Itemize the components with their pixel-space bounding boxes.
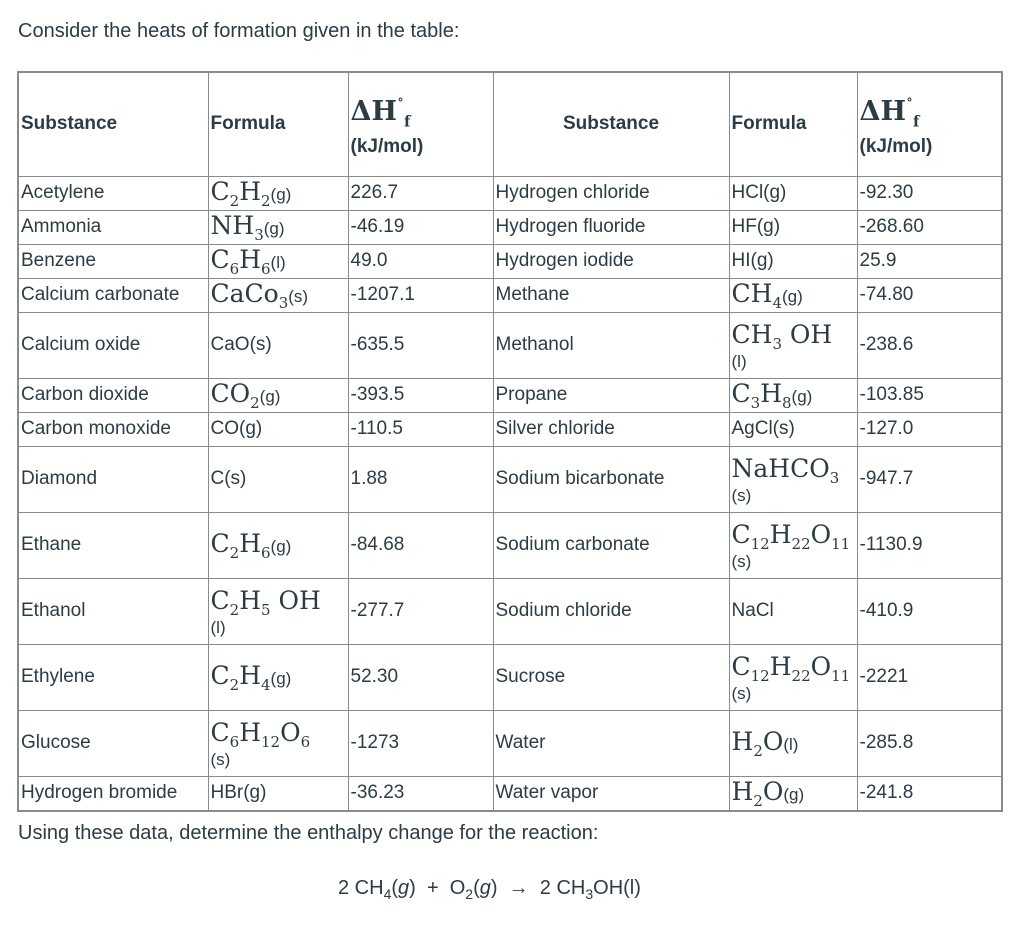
formula-cell: NaCl — [729, 578, 857, 644]
enthalpy-cell: -74.80 — [857, 278, 1002, 312]
enthalpy-cell: 1.88 — [348, 446, 493, 512]
formula-cell: $C_2H_5$ OH (l) — [208, 578, 348, 644]
substance-cell: Hydrogen bromide — [18, 776, 208, 811]
formula-cell: $C_2H_6(g)$ — [208, 512, 348, 578]
substance-cell: Silver chloride — [493, 412, 729, 446]
formula-cell: HCl(g) — [729, 176, 857, 210]
table-row — [18, 176, 1002, 210]
header-formula-2: Formula — [729, 72, 857, 176]
table-row — [18, 710, 1002, 776]
substance-cell: Ethane — [18, 512, 208, 578]
substance-cell: Water vapor — [493, 776, 729, 811]
formula-cell: $C_6H_{12}O_6$ (s) — [208, 710, 348, 776]
enthalpy-cell: 226.7 — [348, 176, 493, 210]
header-formula-1: Formula — [208, 72, 348, 176]
substance-cell: Sodium bicarbonate — [493, 446, 729, 512]
header-dhf-2: $\Delta H^˚_f$ (kJ/mol) — [857, 72, 1002, 176]
formula-cell: CaCo$_3$(s) — [208, 278, 348, 312]
formula-cell: HF(g) — [729, 210, 857, 244]
enthalpy-cell: -1273 — [348, 710, 493, 776]
substance-cell: Diamond — [18, 446, 208, 512]
enthalpy-cell: -92.30 — [857, 176, 1002, 210]
table-row — [18, 210, 1002, 244]
substance-cell: Water — [493, 710, 729, 776]
formula-cell: $C_{12}H_{22}O_{11}$ (s) — [729, 512, 857, 578]
header-dhf-unit: (kJ/mol) — [859, 135, 933, 157]
formula-cell: $C_2H_2(g)$ — [208, 176, 348, 210]
formula-cell: $CH_3$ OH (l) — [729, 312, 857, 378]
formula-cell: $C_2H_4(g)$ — [208, 644, 348, 710]
substance-cell: Ethylene — [18, 644, 208, 710]
substance-cell: Calcium carbonate — [18, 278, 208, 312]
enthalpy-cell: -410.9 — [857, 578, 1002, 644]
formula-cell: HBr(g) — [208, 776, 348, 811]
enthalpy-cell: -947.7 — [857, 446, 1002, 512]
formula-cell: $CH_4(g)$ — [729, 278, 857, 312]
enthalpy-cell: -127.0 — [857, 412, 1002, 446]
enthalpy-cell: -285.8 — [857, 710, 1002, 776]
formula-cell: $H_2O(l)$ — [729, 710, 857, 776]
substance-cell: Methanol — [493, 312, 729, 378]
substance-cell: Sodium chloride — [493, 578, 729, 644]
table-row — [18, 446, 1002, 512]
substance-cell: Methane — [493, 278, 729, 312]
formula-cell: NaHCO$_3$ (s) — [729, 446, 857, 512]
formula-cell: $C_3H_8(g)$ — [729, 378, 857, 412]
enthalpy-cell: 49.0 — [348, 244, 493, 278]
substance-cell: Sucrose — [493, 644, 729, 710]
enthalpy-cell: -110.5 — [348, 412, 493, 446]
formula-cell: $C_6H_6(l)$ — [208, 244, 348, 278]
enthalpy-cell: -46.19 — [348, 210, 493, 244]
question-text: Using these data, determine the enthalpy change for the reaction: — [18, 822, 599, 844]
substance-cell: Ammonia — [18, 210, 208, 244]
formula-cell: $H_2O(g)$ — [729, 776, 857, 811]
formula-cell: $C_{12}H_{22}O_{11}$ (s) — [729, 644, 857, 710]
formula-cell: CaO(s) — [208, 312, 348, 378]
table-row — [18, 312, 1002, 378]
header-substance-1: Substance — [18, 72, 208, 176]
enthalpy-cell: -241.8 — [857, 776, 1002, 811]
formula-cell: $NH_3(g)$ — [208, 210, 348, 244]
table-row — [18, 244, 1002, 278]
substance-cell: Calcium oxide — [18, 312, 208, 378]
enthalpy-cell: -393.5 — [348, 378, 493, 412]
header-dhf-1: $\Delta H^˚_f$ (kJ/mol) — [348, 72, 493, 176]
substance-cell: Hydrogen iodide — [493, 244, 729, 278]
enthalpy-cell: -103.85 — [857, 378, 1002, 412]
substance-cell: Carbon monoxide — [18, 412, 208, 446]
header-dhf-unit: (kJ/mol) — [350, 135, 424, 157]
enthalpy-cell: -36.23 — [348, 776, 493, 811]
substance-cell: Propane — [493, 378, 729, 412]
substance-cell: Acetylene — [18, 176, 208, 210]
formula-cell: AgCl(s) — [729, 412, 857, 446]
formula-cell: C(s) — [208, 446, 348, 512]
header-substance-2: Substance — [493, 72, 729, 176]
enthalpy-cell: 25.9 — [857, 244, 1002, 278]
table-header-row — [18, 72, 1002, 176]
substance-cell: Carbon dioxide — [18, 378, 208, 412]
enthalpy-cell: -635.5 — [348, 312, 493, 378]
formula-cell: HI(g) — [729, 244, 857, 278]
enthalpy-cell: -238.6 — [857, 312, 1002, 378]
enthalpy-cell: -2221 — [857, 644, 1002, 710]
table-row — [18, 776, 1002, 811]
substance-cell: Benzene — [18, 244, 208, 278]
table-row — [18, 578, 1002, 644]
table-row — [18, 644, 1002, 710]
enthalpy-cell: -84.68 — [348, 512, 493, 578]
substance-cell: Hydrogen chloride — [493, 176, 729, 210]
substance-cell: Glucose — [18, 710, 208, 776]
heats-of-formation-table — [17, 71, 1003, 812]
formula-cell: CO(g) — [208, 412, 348, 446]
enthalpy-cell: -268.60 — [857, 210, 1002, 244]
substance-cell: Ethanol — [18, 578, 208, 644]
intro-text: Consider the heats of formation given in the table: — [18, 20, 460, 42]
substance-cell: Hydrogen fluoride — [493, 210, 729, 244]
enthalpy-cell: 52.30 — [348, 644, 493, 710]
table-row — [18, 278, 1002, 312]
table-row — [18, 412, 1002, 446]
reaction-equation: 2 $CH_4(g) + O_2(g) \to 2$ $CH_3OH(l)$ — [338, 877, 641, 902]
table-row — [18, 378, 1002, 412]
enthalpy-cell: -1207.1 — [348, 278, 493, 312]
enthalpy-cell: -277.7 — [348, 578, 493, 644]
formula-cell: $CO_2(g)$ — [208, 378, 348, 412]
substance-cell: Sodium carbonate — [493, 512, 729, 578]
table-row — [18, 512, 1002, 578]
enthalpy-cell: -1130.9 — [857, 512, 1002, 578]
